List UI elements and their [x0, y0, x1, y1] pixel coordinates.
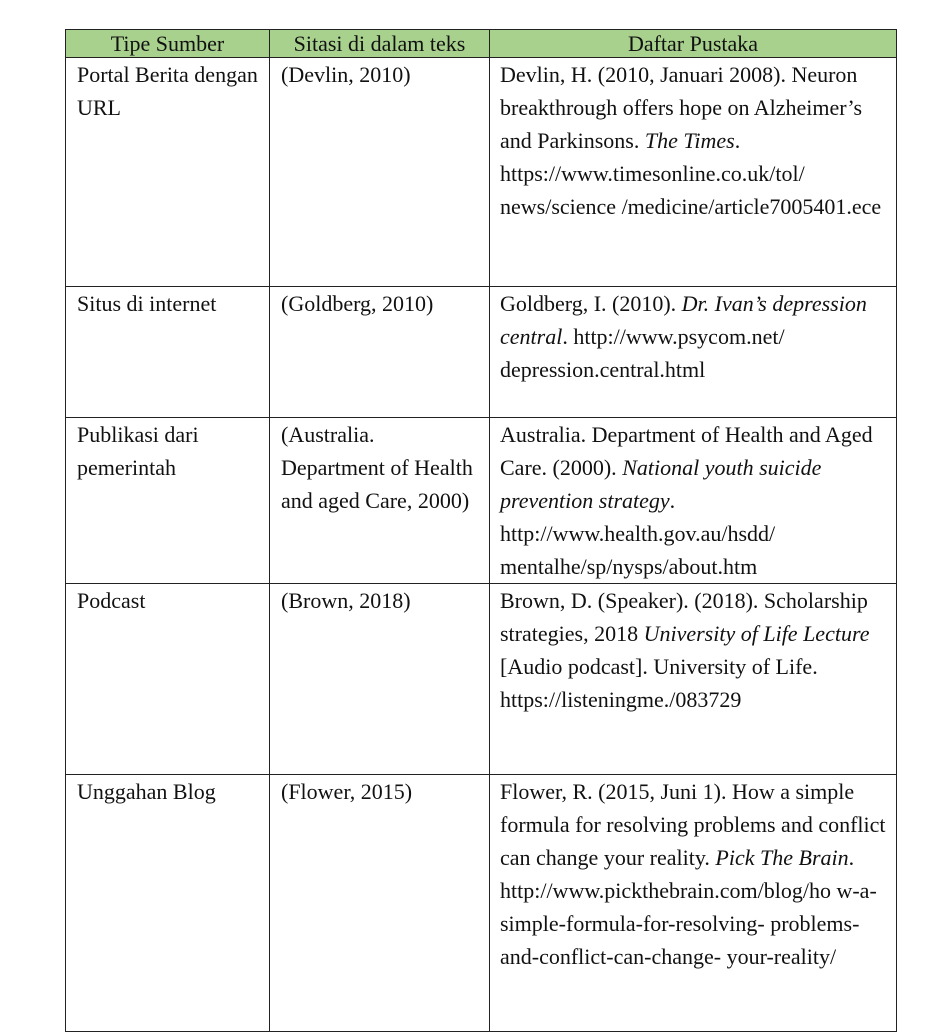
reference-text: Brown, D. (Speaker). (2018). Scholarship strategies, 2018 — [500, 588, 868, 646]
source-type-cell: Publikasi dari pemerintah — [66, 418, 270, 584]
reference-url-line: mentalhe/sp/nysps/about.htm — [500, 554, 758, 579]
reference-text: Goldberg, I. (2010). — [500, 291, 682, 316]
reference-text: Australia. Department of Health and Aged Care. (2000). — [500, 422, 873, 480]
reference-url-line: http://www.psycom.net/ — [573, 324, 785, 349]
reference-cell — [490, 418, 897, 584]
reference-text-end: . — [734, 128, 741, 153]
reference-cell — [490, 584, 897, 775]
source-type-cell: Unggahan Blog — [66, 775, 270, 1032]
citation-cell: (Brown, 2018) — [270, 584, 490, 775]
reference-cell — [490, 775, 897, 1032]
table-row — [66, 58, 897, 287]
reference-text: Flower, R. (2015, Juni 1). How a simple formula for resolving problems and conflict can change your reality. — [500, 779, 886, 870]
table-row — [66, 584, 897, 775]
reference-text: Devlin, H. (2010, Januari 2008). Neuron breakthrough offers hope on Alzheimer’s and Parkinsons. — [500, 62, 863, 153]
reference-url-line: https://listeningme./083729 — [500, 687, 742, 712]
reference-title: Pick The Brain — [715, 845, 849, 870]
header-source-type: Tipe Sumber — [66, 30, 270, 58]
citation-cell: (Devlin, 2010) — [270, 58, 490, 287]
reference-url-line: problems-and-conflict-can-change- — [500, 911, 860, 969]
header-row — [66, 30, 897, 58]
reference-title: Dr. Ivan’s depression central — [500, 291, 867, 349]
reference-table — [65, 29, 897, 1032]
table-row — [66, 775, 897, 1032]
citation-cell: (Flower, 2015) — [270, 775, 490, 1032]
reference-url-line: news/science — [500, 194, 617, 219]
reference-text-end: [Audio podcast]. University of Life. — [500, 654, 818, 679]
reference-url-line: https://www.timesonline.co.uk/tol/ — [500, 161, 805, 186]
source-type-cell: Portal Berita dengan URL — [66, 58, 270, 287]
reference-url-line: http://www.health.gov.au/hsdd/ — [500, 521, 776, 546]
reference-title: University of Life Lecture — [643, 621, 870, 646]
source-type-cell: Podcast — [66, 584, 270, 775]
reference-cell — [490, 58, 897, 287]
citation-cell: (Australia. Department of Health and aged Care, 2000) — [270, 418, 490, 584]
table-row — [66, 287, 897, 418]
table-row — [66, 418, 897, 584]
reference-url-line: your-reality/ — [726, 944, 837, 969]
source-type-cell: Situs di internet — [66, 287, 270, 418]
reference-text-end: . — [562, 324, 568, 349]
reference-url-line: http://www.pickthebrain.com/blog/ho — [500, 878, 831, 903]
reference-url-line: /medicine/article7005401.ece — [621, 194, 882, 219]
reference-text-end: . — [848, 845, 855, 870]
reference-text-end: . — [669, 488, 676, 513]
header-reference-list: Daftar Pustaka — [490, 30, 897, 58]
reference-title: National youth suicide prevention strategy — [500, 455, 822, 513]
reference-url-line: w-a-simple-formula-for-resolving- — [500, 878, 877, 936]
citation-cell: (Goldberg, 2010) — [270, 287, 490, 418]
header-in-text-citation: Sitasi di dalam teks — [270, 30, 490, 58]
reference-title: The Times — [644, 128, 735, 153]
reference-url-line: depression.central.html — [500, 357, 706, 382]
reference-cell — [490, 287, 897, 418]
